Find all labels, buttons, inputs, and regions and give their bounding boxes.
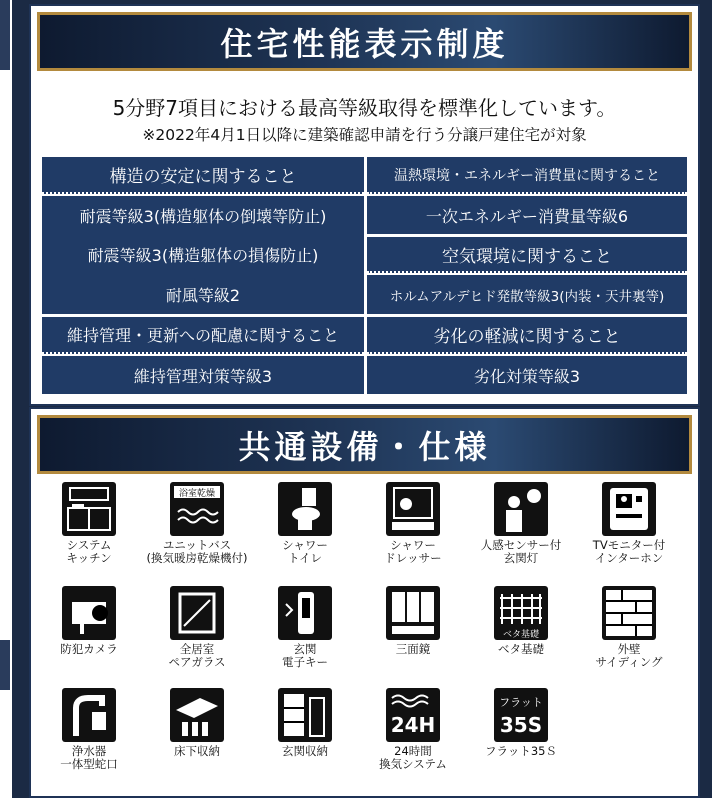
item-label: 人感センサー付 玄関灯	[480, 538, 562, 565]
shower-dresser-icon	[386, 482, 440, 536]
siding-icon	[602, 586, 656, 640]
underfloor-storage-icon	[170, 688, 224, 742]
equipment-item-water-faucet	[35, 688, 143, 771]
sensor-light-icon	[494, 482, 548, 536]
thermal-header: 温熱環境・エネルギー消費量に関すること	[367, 157, 687, 194]
formaldehyde-cell: ホルムアルデヒド発散等級3(内装・天井裏等)	[367, 275, 687, 314]
security-camera-icon	[62, 586, 116, 640]
item-label: 三面鏡	[395, 642, 431, 656]
deterioration-header: 劣化の軽減に関すること	[367, 317, 687, 354]
note-text: ※2022年4月1日以降に建築確認申請を行う分譲戸建住宅が対象	[142, 126, 587, 144]
housing-performance-title: 住宅性能表示制度	[37, 12, 692, 71]
mat-foundation-icon	[494, 586, 548, 640]
item-label: フラット35Ｓ	[485, 744, 557, 758]
equipment-grid	[31, 482, 698, 792]
item-label: 床下収納	[174, 744, 220, 758]
deterioration-cell: 劣化対策等級3	[367, 356, 687, 394]
maintenance-cell: 維持管理対策等級3	[42, 356, 364, 394]
equipment-item-kitchen	[35, 482, 143, 565]
equipment-item-pair-glass	[143, 586, 251, 669]
equipment-item-ventilation	[359, 688, 467, 771]
three-mirror-icon	[386, 586, 440, 640]
wind-cell: 耐風等級2	[42, 274, 364, 314]
equipment-item-sensor-light	[467, 482, 575, 565]
item-label: シャワー ドレッサー	[384, 538, 442, 565]
performance-grid	[42, 157, 687, 394]
ventilation-24h-icon	[386, 688, 440, 742]
equipment-item-entrance-storage	[251, 688, 359, 758]
equipment-item-shower-toilet	[251, 482, 359, 565]
equipment-item-tv-intercom	[575, 482, 683, 565]
unit-bath-icon-text: 浴室乾燥	[178, 489, 216, 499]
common-equipment-title: 共通設備・仕様	[37, 415, 692, 474]
item-label: TVモニター付 インターホン	[592, 538, 666, 565]
item-label: 玄関 電子キー	[282, 642, 328, 669]
shower-toilet-icon	[278, 482, 332, 536]
item-label: ユニットバス (換気暖房乾燥機付)	[146, 538, 248, 565]
tv-intercom-icon	[602, 482, 656, 536]
mat-foundation-icon-text: ベタ基礎	[502, 630, 540, 640]
pair-glass-icon	[170, 586, 224, 640]
equipment-item-unit-bath	[143, 482, 251, 565]
item-label: 玄関収納	[282, 744, 328, 758]
maintenance-header: 維持管理・更新への配慮に関すること	[42, 317, 364, 354]
equipment-item-mat-foundation	[467, 586, 575, 656]
equipment-item-flat35s	[467, 688, 575, 758]
flat35s-icon	[494, 688, 548, 742]
flat35s-icon-number: 35S	[499, 713, 543, 737]
item-label: ベタ基礎	[498, 642, 544, 656]
system-kitchen-icon	[62, 482, 116, 536]
equipment-item-security-camera	[35, 586, 143, 656]
common-equipment-panel	[29, 407, 700, 798]
quake-collapse-cell: 耐震等級3(構造躯体の倒壊等防止)	[42, 196, 364, 235]
item-label: 24時間 換気システム	[379, 744, 447, 771]
energy-cell: 一次エネルギー消費量等級6	[367, 196, 687, 234]
item-label: 全居室 ペアガラス	[168, 642, 226, 669]
item-label: シャワー トイレ	[282, 538, 328, 565]
ventilation-icon-text: 24H	[390, 713, 436, 737]
item-label: 防犯カメラ	[60, 642, 118, 656]
structure-header: 構造の安定に関すること	[42, 157, 364, 194]
equipment-item-electronic-key	[251, 586, 359, 669]
equipment-item-shower-dresser	[359, 482, 467, 565]
unit-bath-icon	[170, 482, 224, 536]
item-label: 浄水器 一体型蛇口	[60, 744, 118, 771]
lead-text: 5分野7項目における最高等級取得を標準化しています。	[112, 96, 617, 120]
equipment-item-siding	[575, 586, 683, 669]
quake-damage-cell: 耐震等級3(構造躯体の損傷防止)	[42, 235, 364, 274]
item-label: 外壁 サイディング	[595, 642, 663, 669]
left-edge-strip	[0, 0, 12, 798]
equipment-item-underfloor-storage	[143, 688, 251, 758]
item-label: システム キッチン	[66, 538, 112, 565]
equipment-item-three-mirror	[359, 586, 467, 656]
water-purifier-faucet-icon	[62, 688, 116, 742]
flat35s-icon-text: フラット	[499, 696, 543, 709]
air-header: 空気環境に関すること	[367, 237, 687, 273]
electronic-key-icon	[278, 586, 332, 640]
housing-performance-panel	[29, 4, 700, 406]
entrance-storage-icon	[278, 688, 332, 742]
